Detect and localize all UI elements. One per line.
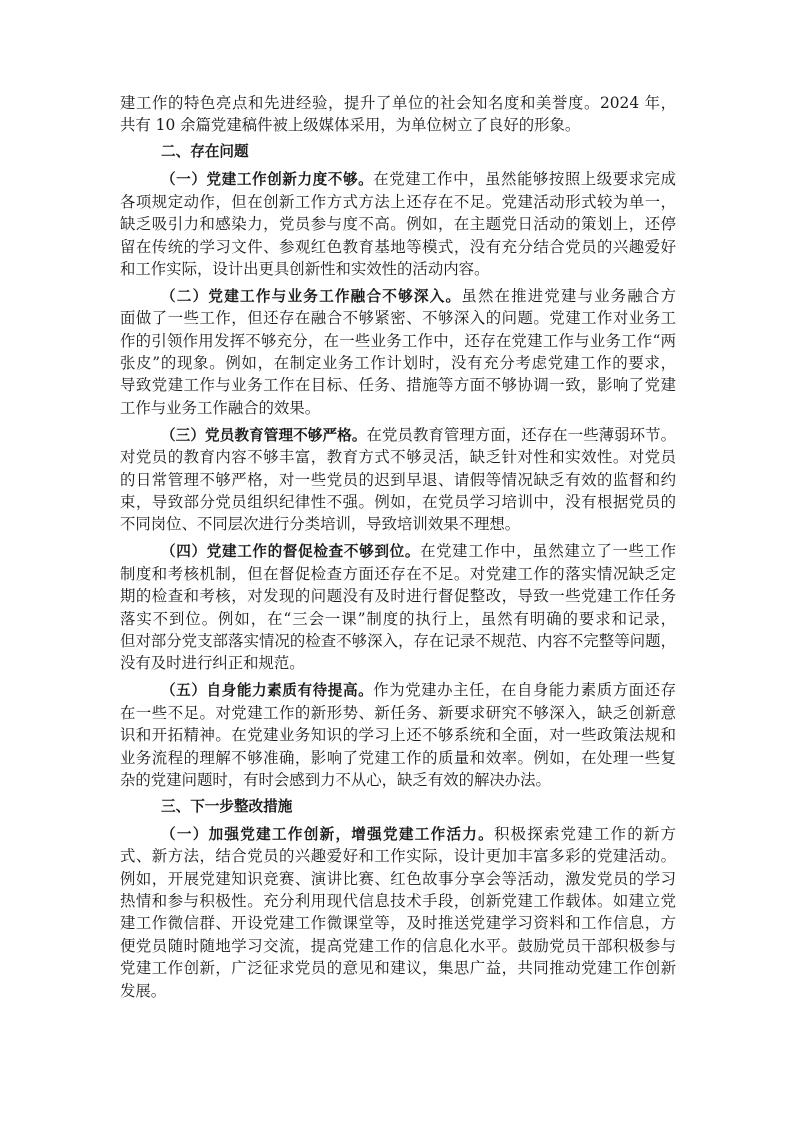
text-line: 党建工作创新，广泛征求党员的意见和建议，集思广益，共同推动党建工作创新	[120, 959, 676, 978]
paragraph-lead: （四）党建工作的督促检查不够到位。	[161, 543, 421, 561]
text-line: 识和开拓精神。在党建业务知识的学习上还不够系统和全面，对一些政策法规和	[120, 726, 676, 745]
text-line: 共有 10 余篇党建稿件被上级媒体采用，为单位树立了良好的形象。	[120, 116, 581, 135]
paragraph-lead-rest: 虽然在推进党建与业务融合方	[461, 286, 676, 305]
measure-paragraph-1	[120, 823, 676, 1002]
text-line: 束，导致部分党员组织纪律性不强。例如，在党员学习培训中，没有根据党员的	[120, 493, 676, 512]
text-line: 建工作的特色亮点和先进经验，提升了单位的社会知名度和美誉度。2024 年，	[120, 94, 676, 112]
paragraph-lead-rest: 在党员教育管理方面，还存在一些薄弱环节。	[366, 425, 676, 444]
text-line: 对党员的教育内容不够丰富，教育方式不够灵活，缺乏针对性和实效性。对党员	[120, 448, 676, 467]
text-line: 缺乏吸引力和感染力，党员参与度不高。例如，在主题党日活动的策划上，还停	[120, 215, 676, 234]
paragraph-first-line	[120, 679, 676, 701]
problem-paragraph-2	[120, 285, 676, 419]
text-line: 留在传统的学习文件、参观红色教育基地等模式，没有充分结合党员的兴趣爱好	[120, 237, 676, 256]
paragraph-lead: （一）加强党建工作创新，增强党建工作活力。	[161, 825, 495, 843]
paragraph-lead: （五）自身能力素质有待提高。	[161, 682, 374, 700]
text-line: 落实不到位。例如，在“三会一课”制度的执行上，虽然有明确的要求和记录，	[120, 609, 676, 628]
text-line: 发展。	[120, 981, 167, 1000]
text-line: 热情和参与积极性。充分利用现代信息技术手段，创新党建工作载体。如建立党	[120, 892, 676, 911]
text-line: 建工作微信群、开设党建工作微课堂等，及时推送党建学习资料和工作信息，方	[120, 914, 676, 933]
paragraph-first-line	[120, 285, 676, 307]
text-line: 业务流程的理解不够准确，影响了党建工作的质量和效率。例如，在处理一些复	[120, 748, 676, 767]
text-line: 导致党建工作与业务工作在目标、任务、措施等方面不够协调一致，影响了党建	[120, 376, 676, 395]
text-line: 式、新方法，结合党员的兴趣爱好和工作实际，设计更加丰富多彩的党建活动。	[120, 847, 676, 866]
text-line: 的日常管理不够严格，对一些党员的迟到早退、请假等情况缺乏有效的监督和约	[120, 470, 676, 489]
section-heading: 三、下一步整改措施	[161, 797, 293, 815]
text-line: 例如，开展党建知识竞赛、演讲比赛、红色故事分享会等活动，激发党员的学习	[120, 869, 676, 888]
text-line: 制度和考核机制，但在督促检查方面还存在不足。对党建工作的落实情况缺乏定	[120, 564, 676, 583]
text-line: 工作与业务工作融合的效果。	[120, 398, 321, 417]
text-line: 作的引领作用发挥不够充分，在一些业务工作中，还存在党建工作与业务工作“两	[120, 331, 676, 350]
problem-paragraph-5	[120, 679, 676, 791]
paragraph-first-line	[120, 424, 676, 446]
paragraph-first-line	[120, 540, 676, 562]
text-line: 但对部分党支部落实情况的检查不够深入，存在记录不规范、内容不完整等问题，	[120, 631, 676, 650]
text-line: 不同岗位、不同层次进行分类培训，导致培训效果不理想。	[120, 515, 521, 534]
paragraph-lead-rest: 积极探索党建工作的新方	[494, 824, 676, 843]
section-heading: 二、存在问题	[161, 143, 249, 161]
text-line: 张皮”的现象。例如，在制定业务工作计划时，没有充分考虑党建工作的要求，	[120, 354, 676, 373]
text-line: 便党员随时随地学习交流，提高党建工作的信息化水平。鼓励党员干部积极参与	[120, 936, 676, 955]
paragraph-lead: （三）党员教育管理不够严格。	[161, 426, 367, 444]
text-line: 面做了一些工作，但还存在融合不够紧密、不够深入的问题。党建工作对业务工	[120, 309, 676, 328]
problem-paragraph-3	[120, 424, 676, 536]
text-line: 在一些不足。对党建工作的新形势、新任务、新要求研究不够深入，缺乏创新意	[120, 703, 676, 722]
paragraph-lead: （一）党建工作创新力度不够。	[161, 171, 374, 189]
intro-paragraph	[120, 92, 676, 137]
document-page	[120, 92, 676, 1002]
paragraph-lead-rest: 在党建工作中，虽然能够按照上级要求完成	[373, 170, 676, 189]
problem-paragraph-1	[120, 168, 676, 280]
paragraph-first-line	[120, 823, 676, 845]
paragraph-lead-rest: 作为党建办主任，在自身能力素质方面还存	[373, 681, 676, 700]
paragraph-first-line	[120, 168, 676, 190]
paragraph-lead-rest: 在党建工作中，虽然建立了一些工作	[420, 542, 676, 561]
text-line: 没有及时进行纠正和规范。	[120, 654, 305, 673]
text-line: 和工作实际，设计出更具创新性和实效性的活动内容。	[120, 259, 490, 278]
text-line: 杂的党建问题时，有时会感到力不从心，缺乏有效的解决办法。	[120, 770, 551, 789]
problem-paragraph-4	[120, 540, 676, 674]
text-line: 各项规定动作，但在创新工作方式方法上还存在不足。党建活动形式较为单一，	[120, 192, 676, 211]
paragraph-lead: （二）党建工作与业务工作融合不够深入。	[161, 287, 462, 305]
text-line: 期的检查和考核，对发现的问题没有及时进行督促整改，导致一些党建工作任务	[120, 587, 676, 606]
